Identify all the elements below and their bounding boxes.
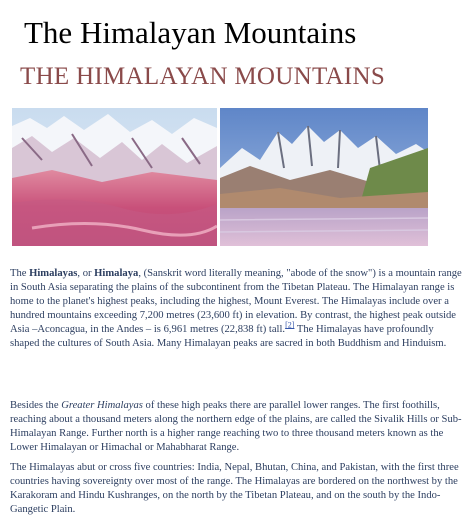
ranges-paragraph: Besides the Greater Himalayas of these high peaks there are parallel lower ranges. The first foothills, reaching about a thousand meters along the northern edge of the plains, are called the Sivalik Hills or Sub-Himalayan Range. Further north is a higher range reaching two to three thousand meters known as the Lower Himalayan or Himachal or Mahabharat Range. bbox=[10, 400, 462, 453]
page-subtitle: THE HIMALAYAN MOUNTAINS bbox=[20, 63, 386, 90]
term-himalayas: Himalayas bbox=[29, 268, 78, 279]
reference-link[interactable]: [2] bbox=[285, 320, 295, 330]
term-greater-himalayas: Greater Himalayas bbox=[61, 400, 143, 411]
intro-paragraph: The Himalayas, or Himalaya, (Sanskrit word literally meaning, "abode of the snow") is a mountain range in South Asia separating the plains of the subcontinent from the Tibetan Plateau. The Himalayan range is home to the planet's highest peaks, including the highest, Mount Everest. The Himalayas include over a hundred mountains exceeding 7,200 metres (23,600 ft) in elevation. By contrast, the highest peak outside Asia –Aconcagua, in the Andes – is 6,961 metres (22,838 ft) tall.[2] The Himalayas have profoundly shaped the cultures of South Asia. Many Himalayan peaks are sacred in both Buddhism and Hinduism. bbox=[10, 268, 462, 349]
countries-paragraph: The Himalayas abut or cross five countries: India, Nepal, Bhutan, China, and Pakistan, with the first three countries having sovereignty over most of the range. The Himalayas are bordered on the northwest by the Karakoram and Hindu Kushranges, on the north by the Tibetan Plateau, and on the south by the Indo-Gangetic Plain. bbox=[10, 462, 459, 515]
mountain-lake-photo bbox=[220, 108, 428, 246]
page-title: The Himalayan Mountains bbox=[24, 15, 357, 50]
snow-peaks-photo bbox=[12, 108, 217, 246]
term-himalaya: Himalaya bbox=[94, 268, 139, 279]
